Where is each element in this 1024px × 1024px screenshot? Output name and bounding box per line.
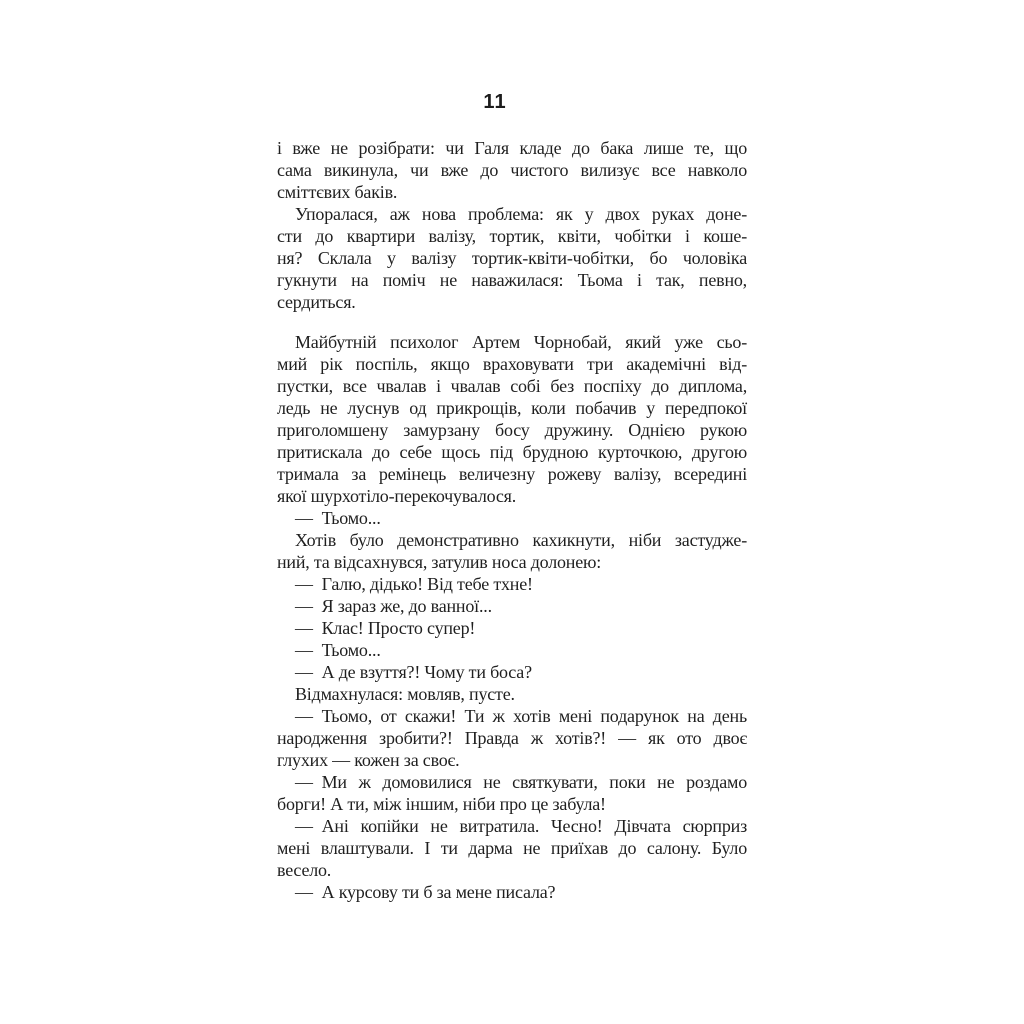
text-line: мий рік поспіль, якщо враховувати три академічні від- (277, 354, 747, 374)
paragraph (277, 203, 747, 313)
text-line: — А курсову ти б за мене писала? (295, 882, 556, 902)
text-line: Хотів було демонстративно кахикнути, ніби застудже- (295, 530, 747, 550)
paragraph (277, 529, 747, 573)
paragraph (277, 331, 747, 507)
paragraph (277, 617, 747, 639)
text-line: сердиться. (277, 292, 356, 312)
text-line: ня? Склала у валізу тортик-квіти-чобітки, бо чоловіка (277, 248, 747, 268)
page-number: 11 (483, 91, 507, 113)
paragraph (277, 595, 747, 617)
text-line: — А де взуття?! Чому ти боса? (295, 662, 532, 682)
text-line: — Клас! Просто супер! (295, 618, 476, 638)
paragraph (277, 507, 747, 529)
text-line: — Тьомо... (295, 508, 381, 528)
text-line: мені влаштували. І ти дарма не приїхав до салону. Було (277, 838, 747, 858)
paragraph (277, 573, 747, 595)
text-line: глухих — кожен за своє. (277, 750, 460, 770)
text-line: тримала за ремінець величезну рожеву валізу, всередині (277, 464, 747, 484)
text-line: сама викинула, чи вже до чистого вилизує все навколо (277, 160, 747, 180)
paragraph (277, 683, 747, 705)
text-line: ний, та відсахнувся, затулив носа долонею: (277, 552, 602, 572)
text-line: — Тьомо... (295, 640, 381, 660)
text-line: приголомшену замурзану босу дружину. Однією рукою (277, 420, 747, 440)
text-line: — Ми ж домовилися не святкувати, поки не роздамо (295, 772, 747, 792)
text-line: і вже не розібрати: чи Галя кладе до бака лише те, що (277, 138, 747, 158)
text-line: гукнути на поміч не наважилася: Тьома і так, певно, (277, 270, 747, 290)
paragraph (277, 705, 747, 771)
text-line: весело. (277, 860, 332, 880)
paragraph (277, 137, 747, 203)
text-line: борги! А ти, між іншим, ніби про це забула! (277, 794, 606, 814)
paragraph (277, 639, 747, 661)
text-column (277, 137, 747, 903)
text-line: ледь не луснув од прикрощів, коли побачив у передпокої (277, 398, 747, 418)
text-line: Упоралася, аж нова проблема: як у двох руках доне- (295, 204, 747, 224)
text-line: притискала до себе щось під брудною курточкою, другою (277, 442, 747, 462)
text-line: Майбутній психолог Артем Чорнобай, який уже сьо- (295, 332, 747, 352)
text-line: пустки, все чвалав і чвалав собі без поспіху до диплома, (277, 376, 747, 396)
text-line: — Галю, дідько! Від тебе тхне! (295, 574, 533, 594)
text-line: народження зробити?! Правда ж хотів?! — як ото двоє (277, 728, 747, 748)
text-line: сміттєвих баків. (277, 182, 398, 202)
paragraph (277, 881, 747, 903)
text-line: — Ані копійки не витратила. Чесно! Дівчата сюрприз (295, 816, 747, 836)
text-line: — Я зараз же, до ванної... (295, 596, 492, 616)
paragraph (277, 661, 747, 683)
paragraph (277, 771, 747, 815)
text-line: сти до квартири валізу, тортик, квіти, чобітки і коше- (277, 226, 747, 246)
paragraph (277, 815, 747, 881)
text-line: — Тьомо, от скажи! Ти ж хотів мені подарунок на день (295, 706, 747, 726)
text-line: Відмахнулася: мовляв, пусте. (295, 684, 515, 704)
text-line: якої шурхотіло-перекочувалося. (277, 486, 517, 506)
